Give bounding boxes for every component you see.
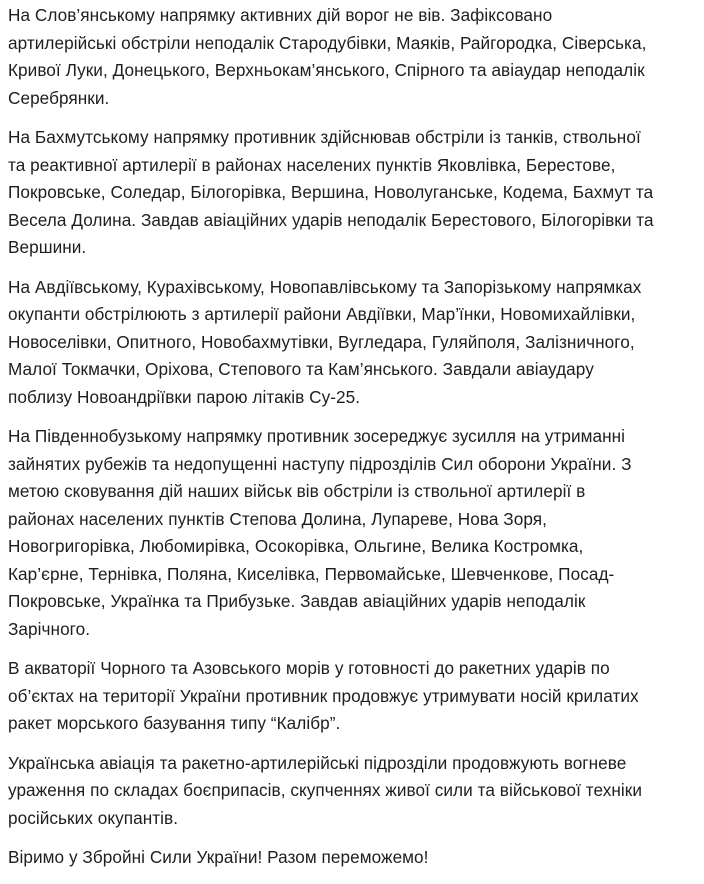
paragraph-bakhmut <box>8 124 698 262</box>
text-line: Серебрянки. <box>8 87 110 108</box>
text-line: Покровське, Українка та Прибузьке. Завдав авіаційних ударів неподалік <box>8 591 586 611</box>
text-line: На Авдіївському, Курахівському, Новопавлівському та Запорізькому напрямках <box>8 276 642 297</box>
text-line: Вершини. <box>8 237 87 257</box>
paragraph-pivdennobuzkyi <box>8 423 698 643</box>
text-line: В акваторії Чорного та Азовського морів у готовності до ракетних ударів по <box>8 658 610 678</box>
paragraph-closing <box>8 844 698 872</box>
text-line: зайнятих рубежів та недопущенні наступу підрозділів Сил оборони України. З <box>8 453 632 474</box>
text-line: та реактивної артилерії в районах населених пунктів Яковлівка, Берестове, <box>8 154 616 175</box>
text-line: російських окупантів. <box>8 807 179 828</box>
text-line: артилерійські обстріли неподалік Стародубівки, Маяків, Райгородка, Сіверська, <box>8 32 647 53</box>
text-line: Кривої Луки, Донецького, Верхньокам’янського, Спірного та авіаудар неподалік <box>8 60 645 80</box>
text-line: поблизу Новоандріївки парою літаків Су-25. <box>8 386 361 407</box>
text-line: Віримо у Збройні Сили України! Разом переможемо! <box>8 847 429 867</box>
paragraph-avdiivka <box>8 274 698 412</box>
paragraph-aviation <box>8 750 698 833</box>
text-line: На Бахмутському напрямку противник здійснював обстріли із танків, ствольної <box>8 127 641 147</box>
text-line: На Південнобузькому напрямку противник зосереджує зусилля на утриманні <box>8 426 626 446</box>
post-text <box>8 2 698 884</box>
text-line: Зарічного. <box>8 618 91 639</box>
text-line: об’єктах на території України противник продовжує утримувати носій крилатих <box>8 685 639 706</box>
text-line: Новоселівки, Опитного, Новобахмутівки, Вугледара, Гуляйполя, Залізничного, <box>8 331 635 352</box>
text-line: Українська авіація та ракетно-артилерійські підрозділи продовжують вогневе <box>8 752 627 773</box>
text-line: Малої Токмачки, Оріхова, Степового та Кам’янського. Завдали авіаудару <box>8 359 594 379</box>
text-line: метою сковування дій наших військ вів обстріли із ствольної артилерії в <box>8 481 586 501</box>
text-line: Кар’єрне, Тернівка, Поляна, Киселівка, Первомайське, Шевченкове, Посад- <box>8 563 615 584</box>
text-line: ракет морського базування типу “Калібр”. <box>8 713 341 733</box>
paragraph-sloviansk <box>8 2 698 112</box>
text-line: На Слов’янському напрямку активних дій ворог не вів. Зафіксовано <box>8 5 553 25</box>
text-line: Покровське, Соледар, Білогорівка, Вершина, Новолуганське, Кодема, Бахмут та <box>8 182 654 202</box>
text-line: районах населених пунктів Степова Долина, Лупареве, Нова Зоря, <box>8 508 547 529</box>
text-line: Новогригорівка, Любомирівка, Осокорівка, Ольгине, Велика Костромка, <box>8 536 584 556</box>
paragraph-seas <box>8 655 698 738</box>
text-line: ураження по складах боєприпасів, скупченнях живої сили та військової техніки <box>8 780 642 800</box>
text-line: окупанти обстрілюють з артилерії райони Авдіївки, Мар’їнки, Новомихайлівки, <box>8 304 636 324</box>
text-line: Весела Долина. Завдав авіаційних ударів неподалік Берестового, Білогорівки та <box>8 209 654 230</box>
